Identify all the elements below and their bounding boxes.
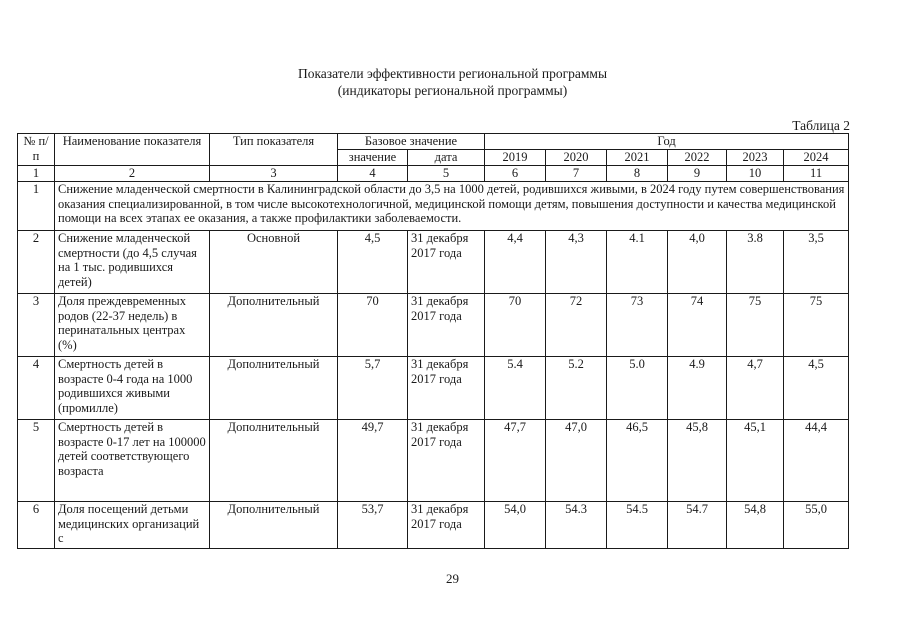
row-num: 3 <box>18 294 55 357</box>
indicators-table <box>17 133 849 549</box>
year-value: 73 <box>607 294 668 357</box>
row-num: 4 <box>18 357 55 420</box>
indicator-name: Снижение младенческой смертности (до 4,5 случая на 1 тыс. родившихся детей) <box>55 231 210 294</box>
base-date: 31 декабря 2017 года <box>408 357 485 420</box>
indicator-type: Дополнительный <box>210 357 338 420</box>
base-date: 31 декабря 2017 года <box>408 502 485 549</box>
column-number: 4 <box>338 166 408 182</box>
year-value: 72 <box>546 294 607 357</box>
table-row <box>18 502 849 549</box>
col-type-header: Тип показателя <box>210 134 338 166</box>
base-value: 5,7 <box>338 357 408 420</box>
col-year-2019: 2019 <box>485 150 546 166</box>
column-number: 10 <box>727 166 784 182</box>
indicator-name: Смертность детей в возрасте 0-4 года на 1000 родившихся живыми (промилле) <box>55 357 210 420</box>
col-base-value-header: значение <box>338 150 408 166</box>
year-value: 75 <box>784 294 849 357</box>
row-num: 5 <box>18 420 55 502</box>
year-value: 3,5 <box>784 231 849 294</box>
table-row <box>18 357 849 420</box>
year-value: 5.0 <box>607 357 668 420</box>
indicator-type: Дополнительный <box>210 420 338 502</box>
year-value: 45,1 <box>727 420 784 502</box>
year-value: 4,4 <box>485 231 546 294</box>
section-row <box>18 182 849 231</box>
table-row <box>18 294 849 357</box>
document-title: Показатели эффективности региональной программы <box>297 66 608 81</box>
table-row <box>18 231 849 294</box>
column-number-row <box>18 166 849 182</box>
column-number: 11 <box>784 166 849 182</box>
document-subtitle: (индикаторы региональной программы) <box>337 83 568 98</box>
year-value: 4,0 <box>668 231 727 294</box>
year-value: 75 <box>727 294 784 357</box>
year-value: 47,0 <box>546 420 607 502</box>
col-year-2020: 2020 <box>546 150 607 166</box>
column-number: 6 <box>485 166 546 182</box>
base-date: 31 декабря 2017 года <box>408 420 485 502</box>
base-value: 4,5 <box>338 231 408 294</box>
column-number: 2 <box>55 166 210 182</box>
year-value: 54,0 <box>485 502 546 549</box>
year-value: 70 <box>485 294 546 357</box>
row-num: 6 <box>18 502 55 549</box>
year-value: 47,7 <box>485 420 546 502</box>
column-number: 9 <box>668 166 727 182</box>
year-value: 54,8 <box>727 502 784 549</box>
col-year-header: Год <box>485 134 849 150</box>
year-value: 74 <box>668 294 727 357</box>
col-base-header: Базовое значение <box>338 134 485 150</box>
base-value: 53,7 <box>338 502 408 549</box>
col-num-header: № п/п <box>18 134 55 166</box>
indicator-type: Основной <box>210 231 338 294</box>
year-value: 4.1 <box>607 231 668 294</box>
indicator-type: Дополнительный <box>210 502 338 549</box>
col-year-2022: 2022 <box>668 150 727 166</box>
section-text: Снижение младенческой смертности в Калининградской области до 3,5 на 1000 детей, родившихся живыми, в 2024 году путем совершенствования оказания специализированной, в том числе высокотехнологичной, медицинской помощи детям, повышения доступности и качества медицинской помощи на всех этапах ее оказания, а также профилактики заболеваемости. <box>55 182 849 231</box>
column-number: 3 <box>210 166 338 182</box>
row-num: 2 <box>18 231 55 294</box>
year-value: 5.2 <box>546 357 607 420</box>
page-number: 29 <box>446 571 459 586</box>
column-number: 5 <box>408 166 485 182</box>
table-caption: Таблица 2 <box>792 118 850 133</box>
indicator-name: Доля преждевременных родов (22-37 недель) в перинатальных центрах (%) <box>55 294 210 357</box>
indicator-name: Доля посещений детьми медицинских организаций с <box>55 502 210 549</box>
column-number: 7 <box>546 166 607 182</box>
indicator-type: Дополнительный <box>210 294 338 357</box>
year-value: 46,5 <box>607 420 668 502</box>
col-name-header: Наименование показателя <box>55 134 210 166</box>
year-value: 44,4 <box>784 420 849 502</box>
year-value: 54.5 <box>607 502 668 549</box>
table-row <box>18 420 849 502</box>
col-base-date-header: дата <box>408 150 485 166</box>
base-date: 31 декабря 2017 года <box>408 231 485 294</box>
column-number: 1 <box>18 166 55 182</box>
year-value: 3.8 <box>727 231 784 294</box>
base-value: 70 <box>338 294 408 357</box>
year-value: 4,7 <box>727 357 784 420</box>
year-value: 4,3 <box>546 231 607 294</box>
year-value: 5.4 <box>485 357 546 420</box>
col-year-2021: 2021 <box>607 150 668 166</box>
year-value: 4.9 <box>668 357 727 420</box>
col-year-2023: 2023 <box>727 150 784 166</box>
section-num: 1 <box>18 182 55 231</box>
year-value: 54.7 <box>668 502 727 549</box>
base-date: 31 декабря 2017 года <box>408 294 485 357</box>
header-row-1 <box>18 134 849 150</box>
indicator-name: Смертность детей в возрасте 0-17 лет на 100000 детей соответствующего возраста <box>55 420 210 502</box>
col-year-2024: 2024 <box>784 150 849 166</box>
base-value: 49,7 <box>338 420 408 502</box>
column-number: 8 <box>607 166 668 182</box>
year-value: 55,0 <box>784 502 849 549</box>
year-value: 45,8 <box>668 420 727 502</box>
year-value: 54.3 <box>546 502 607 549</box>
year-value: 4,5 <box>784 357 849 420</box>
